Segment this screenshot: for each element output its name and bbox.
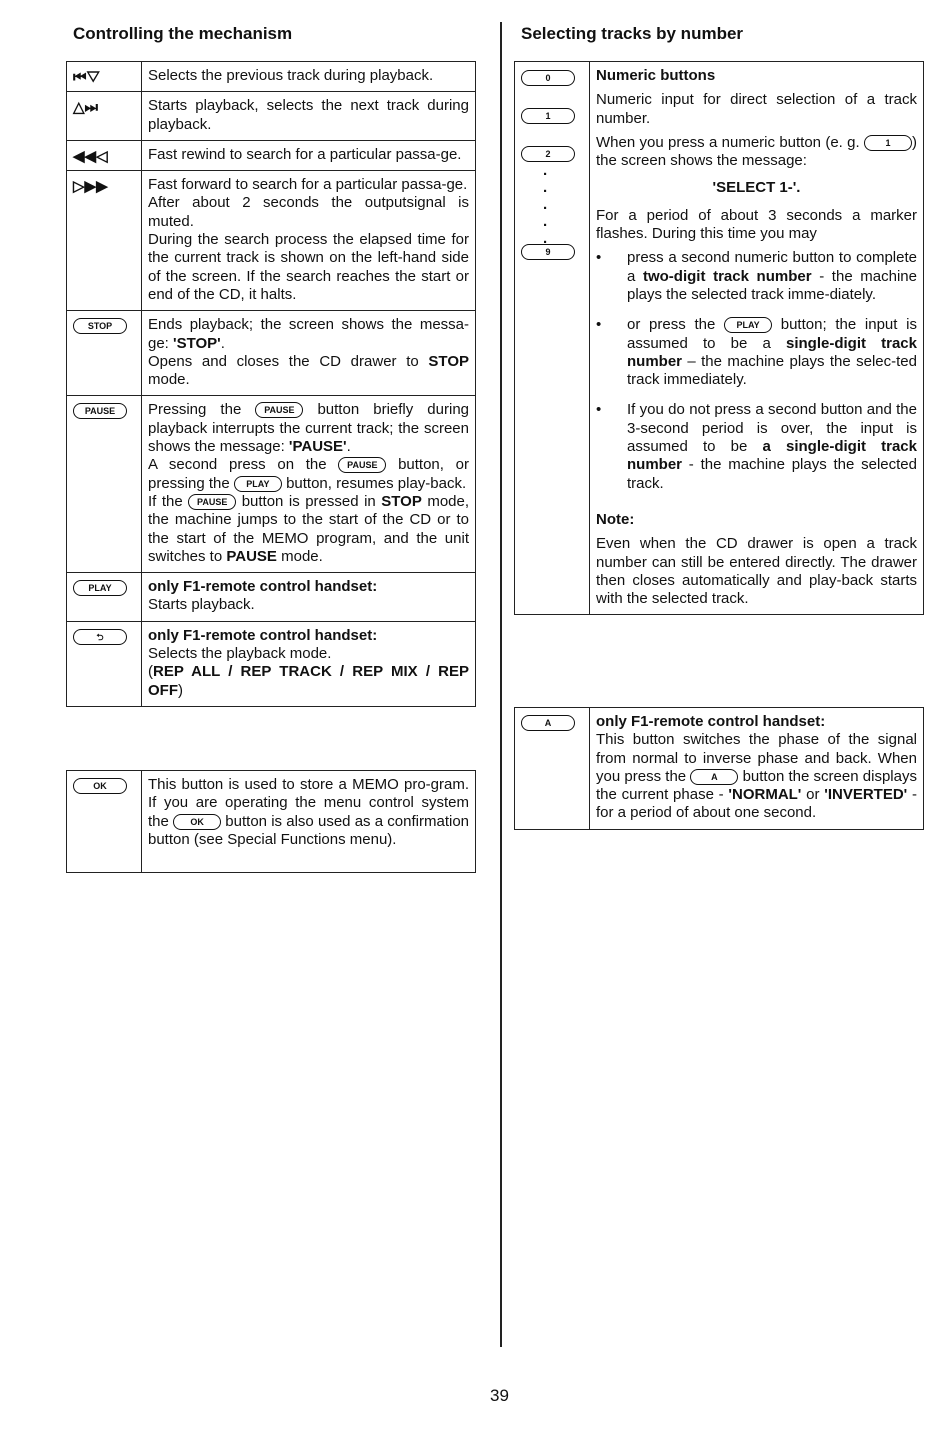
- table-row: [515, 708, 924, 830]
- list-item: • If you do not press a second button and the 3-second period is over, the input is assumed to be a single-digit track number - the machine plays the selected track.: [596, 401, 917, 492]
- ellipsis-dot: .: [543, 213, 548, 230]
- row-text: This button is used to store a MEMO pro-gram. If you are operating the menu control system the OK button is also used as a confirmation button (see Special Functions menu).: [148, 776, 470, 848]
- row-text: Pressing the PAUSE button briefly during playback interrupts the current track; the screen shows the message: 'PAUSE'.: [148, 401, 470, 456]
- table-row: [67, 92, 476, 141]
- repeat-arrow-icon: ⮌: [73, 629, 127, 645]
- row-heading: only F1-remote control handset:: [596, 713, 826, 730]
- row-text: Starts playback.: [148, 596, 255, 614]
- row-text: When you press a numeric button (e. g. 1 ) the screen shows the message:: [596, 133, 917, 170]
- row-text: A second press on the PAUSE button, or pressing the PLAY button, resumes play-back.: [148, 456, 469, 492]
- list-item: • press a second numeric button to complete a two-digit track number - the machine plays the selected track imme-diately.: [596, 249, 917, 303]
- pause-button: PAUSE: [73, 403, 127, 419]
- ellipsis-dot: .: [543, 230, 548, 247]
- table-row: [67, 621, 476, 706]
- row-text: Opens and closes the CD drawer to STOP mode.: [148, 352, 469, 389]
- numeric-button-1: 1: [521, 108, 575, 124]
- pause-button-inline: PAUSE: [188, 494, 236, 510]
- table-row: [67, 573, 476, 622]
- row-text: Fast forward to search for a particular passa-ge.: [148, 176, 468, 194]
- ok-table: [66, 770, 476, 873]
- row-text: Selects the previous track during playback.: [148, 67, 434, 84]
- row-text: Ends playback; the screen shows the messa-ge: 'STOP'.: [148, 316, 469, 352]
- play-button: PLAY: [73, 580, 127, 596]
- ok-button: OK: [73, 778, 127, 794]
- phase-table: [514, 707, 924, 830]
- row-text: This button switches the phase of the signal from normal to inverse phase and back. When you press the A button the screen displays the current phase - 'NORMAL' or 'INVERTED' - for a period of about one second.: [596, 731, 917, 822]
- note-label: Note:: [596, 510, 635, 528]
- note-text: Even when the CD drawer is open a track number can still be entered directly. The drawer then closes automatically and play-back starts with the selected track.: [596, 535, 917, 608]
- play-button-inline: PLAY: [724, 317, 772, 333]
- ellipsis-dot: .: [543, 179, 548, 196]
- right-section-title: Selecting tracks by number: [521, 24, 744, 43]
- page-number: 39: [490, 1386, 509, 1405]
- list-item: • or press the PLAY button; the input is assumed to be a single-digit track number – the machine plays the selec-ted track immediately.: [596, 316, 917, 389]
- table-row: [67, 771, 476, 873]
- select-message: 'SELECT 1-'.: [712, 179, 801, 197]
- row-text: Selects the playback mode.: [148, 645, 332, 663]
- row-text: Fast rewind to search for a particular passa-ge.: [148, 145, 462, 163]
- row-text: If the PAUSE button is pressed in STOP mode, the machine jumps to the start of the CD or to the start of the MEMO program, and the unit switches to PAUSE mode.: [148, 492, 470, 565]
- numeric-button-9: 9: [521, 244, 575, 260]
- row-text: (REP ALL / REP TRACK / REP MIX / REP OFF): [148, 663, 469, 699]
- row-text: For a period of about 3 seconds a marker flashes. During this time you may: [596, 206, 917, 243]
- pause-button-inline: PAUSE: [338, 457, 386, 473]
- row-heading: only F1-remote control handset:: [148, 626, 378, 644]
- a-button: A: [521, 715, 575, 731]
- ellipsis-dot: .: [543, 162, 548, 179]
- table-row: [67, 396, 476, 573]
- table-row: [67, 62, 476, 92]
- row-heading: Numeric buttons: [596, 67, 716, 84]
- stop-button: STOP: [73, 318, 127, 334]
- column-divider: [500, 22, 502, 1347]
- table-row: [67, 171, 476, 311]
- ellipsis-dot: .: [543, 196, 548, 213]
- numeric-button-2: 2: [521, 146, 575, 162]
- mechanism-table: [66, 61, 476, 707]
- table-row: [67, 311, 476, 396]
- row-text: Starts playback, selects the next track during playback.: [148, 97, 469, 133]
- numeric-button-1-inline: 1: [864, 135, 912, 151]
- table-row: [515, 62, 924, 615]
- play-button-inline: PLAY: [234, 476, 282, 492]
- fast-rewind-icon: ◀◀◁: [73, 147, 108, 165]
- row-text: Numeric input for direct selection of a track number.: [596, 91, 917, 127]
- numeric-button-0: 0: [521, 70, 575, 86]
- previous-track-icon: ⏮▽: [73, 69, 100, 86]
- table-row: [67, 140, 476, 170]
- left-section-title: Controlling the mechanism: [73, 24, 293, 43]
- row-text: After about 2 seconds the outputsignal is muted.: [148, 194, 469, 230]
- fast-forward-icon: ▷▶▶: [73, 178, 108, 196]
- row-text: During the search process the elapsed time for the current track is shown on the left-hand side of the screen. If the search reaches the start or end of the CD, it halts.: [148, 231, 469, 303]
- a-button-inline: A: [690, 769, 738, 785]
- numeric-table: [514, 61, 924, 615]
- row-heading: only F1-remote control handset:: [148, 578, 378, 596]
- next-track-icon: △⏭: [73, 99, 99, 117]
- pause-button-inline: PAUSE: [255, 402, 303, 418]
- ok-button-inline: OK: [173, 814, 221, 830]
